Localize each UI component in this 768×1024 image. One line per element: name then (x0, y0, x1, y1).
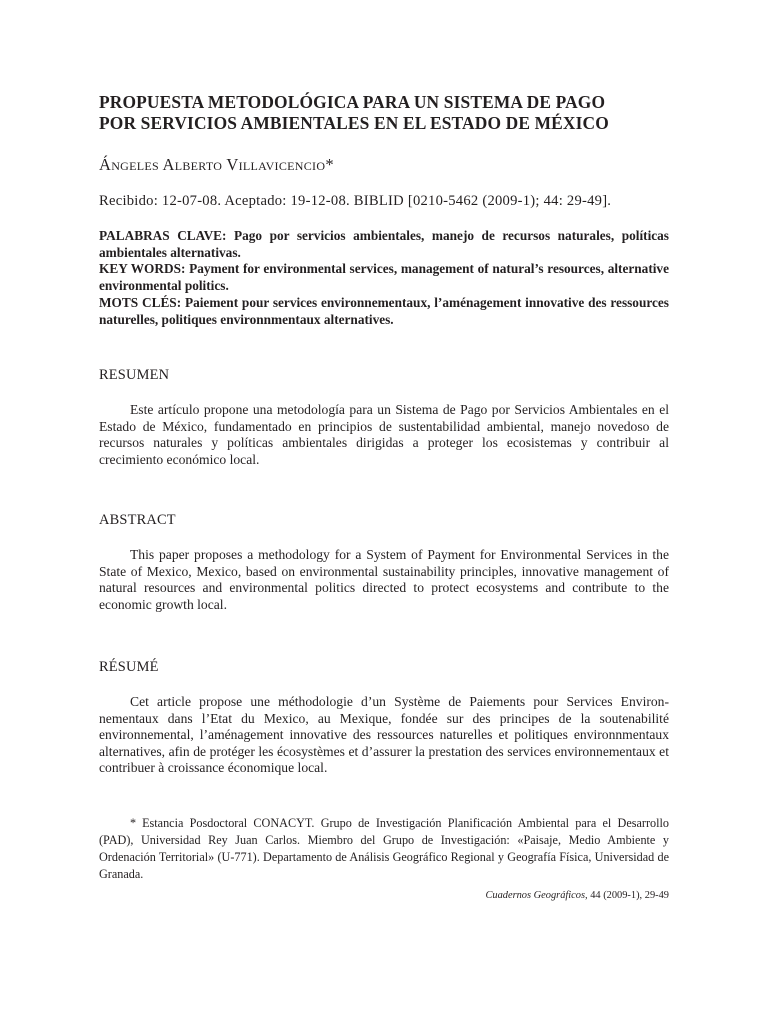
author-name: Ángeles Alberto Villavicencio* (99, 155, 334, 174)
footnote-mark: * (130, 815, 137, 830)
keywords-english (99, 261, 669, 294)
journal-issue: 44 (2009-1), 29-49 (587, 889, 669, 901)
keywords-french (99, 295, 669, 328)
abstract-paragraph: This paper proposes a methodology for a System of Payment for Environmental Services in the State of Mexico, Mexico, based on environmental sustainability principles, innovative management of natural resources and environmental politics directed to protect ecosystems and contribute to the economic growth local. (99, 547, 669, 612)
paper-page (99, 92, 669, 903)
keywords-block (99, 228, 669, 328)
resume-paragraph: Cet article propose une méthodologie d’un Système de Paiements pour Services Environnementaux dans l’Etat du Mexico, au Mexique, fondée sur des principes de la soutenabilité environnemental, l’aménagement innovative des ressources naturelles et politiques environnmentaux alternatives, afin de protéger les écosystèmes et d’assurer la prestation des services environnementaux et contribuer à croissance économique local. (99, 694, 669, 776)
running-footer (99, 889, 669, 903)
resumen-paragraph: Este artículo propone una metodología para un Sistema de Pago por Servicios Ambientales en el Estado de México, fundamentado en principios de sustentabilidad ambiental, manejo novedoso de recursos naturales y políticas ambientales dirigidas a proteger los ecosistemas y contribuir al crecimiento económico local. (99, 402, 669, 467)
author-footnote (99, 815, 669, 883)
resume-heading: RÉSUMÉ (99, 659, 159, 676)
keywords-english-text: Payment for environmental services, management of natural’s resources, alternative environmental politics. (99, 261, 669, 294)
paper-title-line-2: POR SERVICIOS AMBIENTALES EN EL ESTADO DE MÉXICO (99, 113, 609, 133)
keywords-spanish-text: Pago por servicios ambientales, manejo de recursos naturales, políticas ambientales alternativas. (99, 228, 669, 260)
keywords-french-text: Paiement pour services environnementaux, l’aménagement innovative des ressources naturelles, politiques environnmentaux alternatives. (99, 294, 669, 327)
keywords-french-label: MOTS CLÉS: (99, 294, 182, 310)
abstract-heading: ABSTRACT (99, 512, 176, 529)
journal-name: Cuadernos Geográficos, (485, 889, 588, 901)
paper-title-line-1: PROPUESTA METODOLÓGICA PARA UN SISTEMA DE PAGO (99, 92, 606, 112)
resumen-heading: RESUMEN (99, 367, 170, 384)
keywords-spanish-label: PALABRAS CLAVE: (99, 228, 227, 243)
keywords-spanish (99, 228, 669, 261)
keywords-english-label: KEY WORDS: (99, 261, 186, 277)
paper-title (99, 92, 669, 134)
received-accepted-line: Recibido: 12-07-08. Aceptado: 19-12-08. BIBLID [0210-5462 (2009-1); 44: 29-49]. (99, 193, 612, 209)
footnote-text: Estancia Posdoctoral CONACYT. Grupo de Investigación Planificación Ambiental para el Desarrollo (PAD), Universidad Rey Juan Carlos. Miembro del Grupo de Investigación: «Paisaje, Medio Ambiente y Ordenación Territorial» (U-771). Departamento de Análisis Geográfico Regional y Geografía Física, Universidad de Granada. (99, 815, 669, 881)
